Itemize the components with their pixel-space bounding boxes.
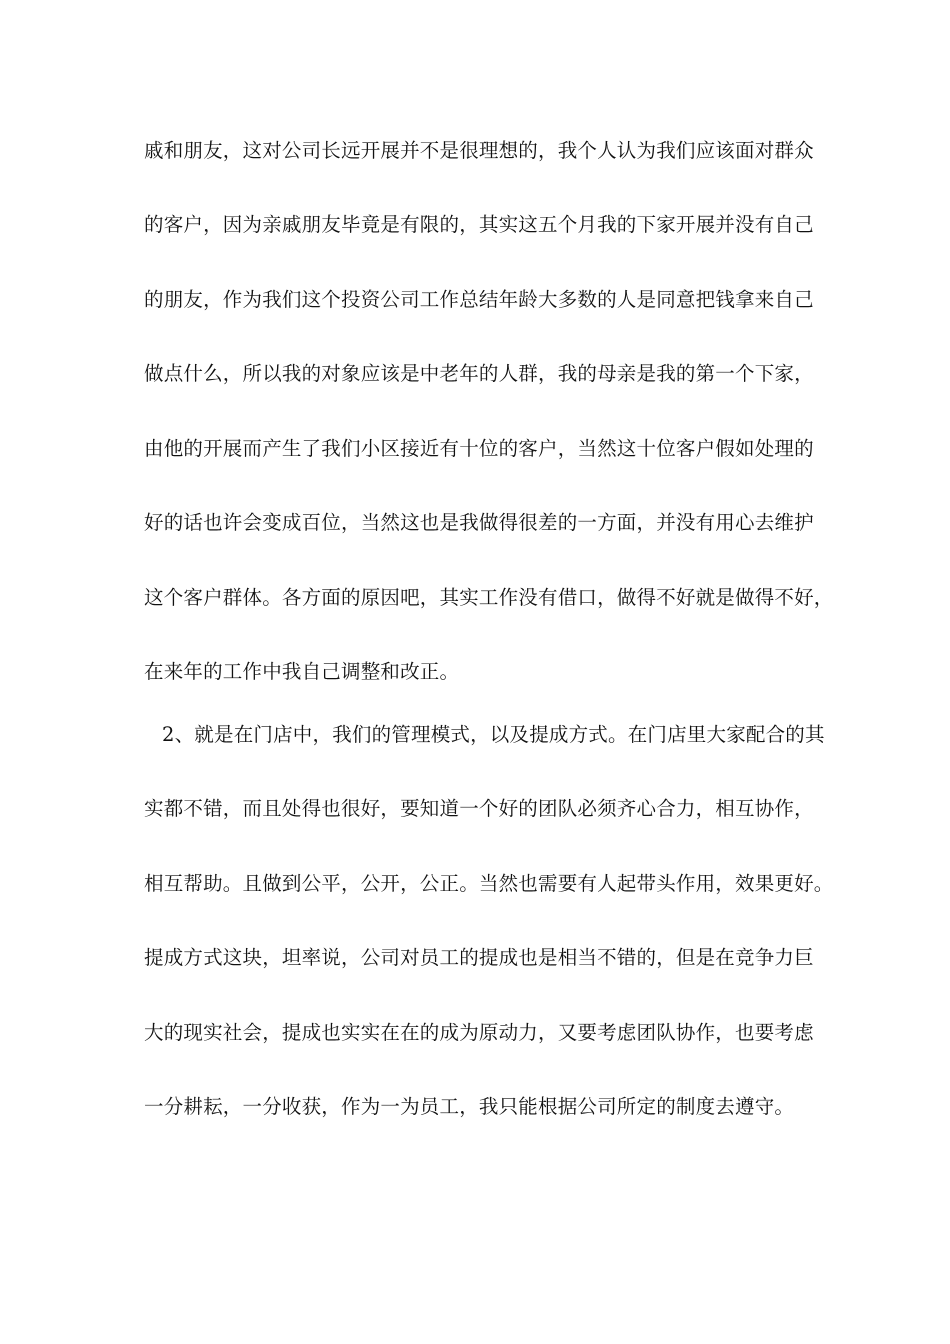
text-line: 在来年的工作中我自己调整和改正。	[144, 660, 460, 683]
text-line: 做点什么，所以我的对象应该是中老年的人群，我的母亲是我的第一个下家，	[144, 362, 814, 385]
text-line: 、就是在门店中，我们的管理模式，以及提成方式。在门店里大家配合的其	[174, 723, 825, 746]
text-line: 提成方式这块，坦率说，公司对员工的提成也是相当不错的，但是在竞争力巨	[144, 946, 814, 969]
text-line: 好的话也许会变成百位，当然这也是我做得很差的一方面，并没有用心去维护	[144, 511, 814, 534]
text-line: 相互帮助。且做到公平，公开，公正。当然也需要有人起带头作用，效果更好。	[144, 872, 834, 895]
text-line: 的朋友，作为我们这个投资公司工作总结年龄大多数的人是同意把钱拿来自己	[144, 288, 814, 311]
text-line: 这个客户群体。各方面的原因吧，其实工作没有借口，做得不好就是做得不好，	[144, 586, 834, 609]
paragraph-number: 2	[162, 723, 175, 746]
text-line: 实都不错，而且处得也很好，要知道一个好的团队必须齐心合力，相互协作，	[144, 797, 814, 820]
text-line: 一分耕耘，一分收获，作为一为员工，我只能根据公司所定的制度去遵守。	[144, 1095, 795, 1118]
text-line: 的客户，因为亲戚朋友毕竟是有限的，其实这五个月我的下家开展并没有自己	[144, 213, 814, 236]
text-line: 大的现实社会，提成也实实在在的成为原动力，又要考虑团队协作，也要考虑	[144, 1021, 814, 1044]
text-line: 戚和朋友，这对公司长远开展并不是很理想的，我个人认为我们应该面对群众	[144, 139, 814, 162]
text-line: 由他的开展而产生了我们小区接近有十位的客户，当然这十位客户假如处理的	[144, 437, 814, 460]
numbered-paragraph-first-line	[162, 720, 832, 750]
